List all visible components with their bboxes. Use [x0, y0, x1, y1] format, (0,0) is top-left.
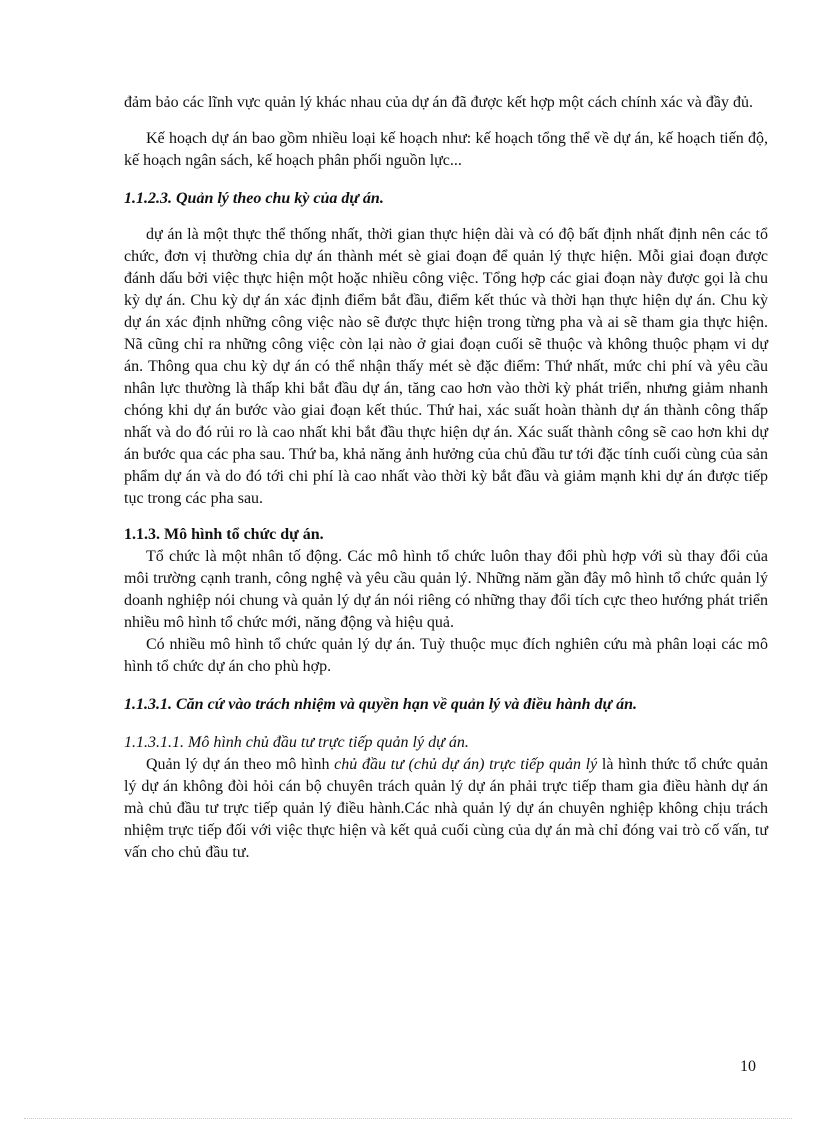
paragraph-model-types: Có nhiều mô hình tổ chức quản lý dự án. Tuỳ thuộc mục đích nghiên cứu mà phân loại các mô hình tổ chức dự án cho phù hợp.	[124, 636, 768, 675]
paragraph-owner-model	[124, 754, 768, 864]
document-page	[124, 92, 768, 864]
heading-1-1-3: 1.1.3. Mô hình tổ chức dự án.	[124, 526, 324, 543]
owner-model-text-end: là hình thức tổ chức quản lý dự án không đòi hỏi cán bộ chuyên trách quản lý dự án phải trực tiếp tham gia điều hành dự án mà chủ đầu tư trực tiếp quản lý điều hành.Các nhà quản lý dự án chuyên nghiệp không chịu trách nhiệm trực tiếp đối với việc thực hiện và kết quả cuối cùng của dự án mà chỉ đóng vai trò cố vấn, tư vấn cho chủ đầu tư.	[124, 756, 769, 861]
paragraph-intro: đảm bảo các lĩnh vực quản lý khác nhau của dự án đã được kết hợp một cách chính xác và đầy đủ.	[124, 94, 753, 111]
paragraph-organization: Tổ chức là một nhân tố động. Các mô hình tổ chức luôn thay đổi phù hợp với sù thay đổi của môi trường cạnh tranh, công nghệ và yêu cầu quản lý. Những năm gần đây mô hình tổ chức quản lý doanh nghiệp nói chung và quản lý dự án nói riêng có những thay đổi tích cực theo hướng phát triển nhiều mô hình tổ chức mới, năng động và hiệu quả.	[124, 548, 768, 631]
page-bottom-divider	[24, 1118, 792, 1119]
page-number: 10	[740, 1058, 756, 1075]
owner-model-text-start: Quản lý dự án theo mô hình	[146, 756, 335, 773]
paragraph-plan-types: Kế hoạch dự án bao gồm nhiều loại kế hoạch như: kế hoạch tổng thể về dự án, kế hoạch tiến độ, kế hoạch ngân sách, kế hoạch phân phối nguồn lực...	[124, 130, 768, 169]
heading-1-1-2-3: 1.1.2.3. Quản lý theo chu kỳ của dự án.	[124, 190, 384, 207]
paragraph-project-cycle: dự án là một thực thể thống nhất, thời gian thực hiện dài và có độ bất định nhất định nên các tổ chức, đơn vị thường chia dự án thành mét sè giai đoạn để quản lý thực hiện. Mỗi giai đoạn được đánh dấu bởi việc thực hiện một hoặc nhiều công việc. Tổng hợp các giai đoạn này được gọi là chu kỳ dự án. Chu kỳ dự án xác định điểm bắt đầu, điểm kết thúc và thời hạn thực hiện dự án. Chu kỳ dự án xác định những công việc nào sẽ được thực hiện trong từng pha và ai sẽ tham gia thực hiện. Nã cũng chỉ ra những công việc còn lại nào ở giai đoạn cuối sẽ thuộc và không thuộc phạm vi dự án. Thông qua chu kỳ dự án có thể nhận thấy mét sè đặc điểm: Thứ nhất, mức chi phí và yêu cầu nhân lực thường là thấp khi bắt đầu dự án, tăng cao hơn vào thời kỳ phát triển, nhưng giảm nhanh chóng khi dự án bước vào giai đoạn kết thúc. Thứ hai, xác suất hoàn thành dự án thành công thấp nhất và do đó rủi ro là cao nhất khi bắt đầu thực hiện dự án. Xác suất thành công sẽ cao hơn khi dự án bước qua các pha sau. Thứ ba, khả năng ảnh hưởng của chủ đầu tư tới đặc tính cuối cùng của sản phẩm dự án và do đó tới chi phí là cao nhất vào thời kỳ bắt đầu và giảm mạnh khi dự án được tiếp tục trong các pha sau.	[124, 226, 768, 507]
heading-1-1-3-1-1: 1.1.3.1.1. Mô hình chủ đầu tư trực tiếp quản lý dự án.	[124, 734, 469, 751]
owner-model-emphasis: chủ đầu tư (chủ dự án) trực tiếp quản lý	[334, 756, 598, 773]
heading-1-1-3-1: 1.1.3.1. Căn cứ vào trách nhiệm và quyền hạn về quản lý và điều hành dự án.	[124, 696, 637, 713]
